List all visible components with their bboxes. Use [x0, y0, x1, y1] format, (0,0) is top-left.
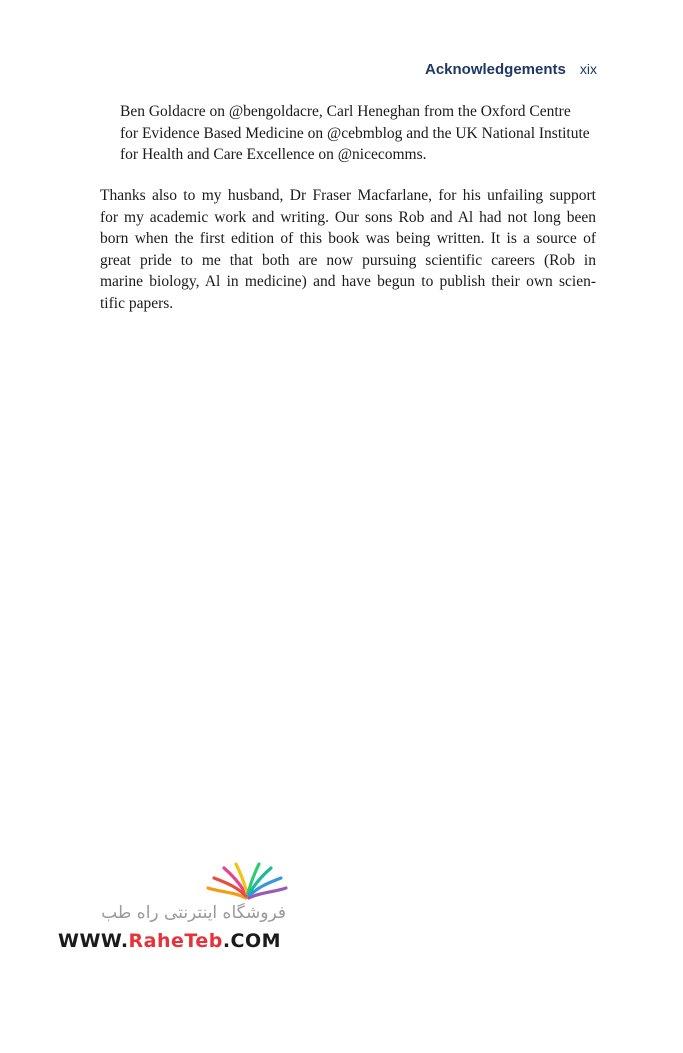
paragraph-family-thanks — [100, 185, 596, 314]
url-brand: RaheTeb — [128, 930, 223, 952]
running-head — [425, 61, 597, 78]
watermark-persian-text: فروشگاه اینترنتی راه طب — [101, 903, 286, 923]
page-number: xix — [579, 61, 597, 77]
text-line: tific papers. — [100, 294, 174, 312]
text-line: for Evidence Based Medicine on @cebmblog and the UK National Institute — [120, 124, 590, 142]
open-book-rainbow-icon — [206, 862, 288, 902]
running-head-title: Acknowledgements — [425, 61, 566, 78]
paragraph-social-media — [120, 101, 596, 166]
url-prefix: WWW. — [58, 930, 129, 952]
watermark-logo — [56, 862, 288, 956]
text-line: for my academic work and writing. Our sons Rob and Al had not long been — [100, 208, 596, 226]
text-line: great pride to me that both are now pursuing scientific careers (Rob in — [100, 251, 596, 269]
text-line: for Health and Care Excellence on @nicecomms. — [120, 146, 427, 163]
text-line: born when the first edition of this book was being written. It is a source of — [100, 230, 596, 247]
text-line: Thanks also to my husband, Dr Fraser Macfarlane, for his unfailing support — [100, 187, 596, 204]
url-suffix: .COM — [222, 930, 282, 952]
text-line: Ben Goldacre on @bengoldacre, Carl Heneghan from the Oxford Centre — [120, 103, 571, 120]
watermark-url — [58, 930, 281, 952]
text-line: marine biology, Al in medicine) and have begun to publish their own scien- — [100, 273, 596, 290]
